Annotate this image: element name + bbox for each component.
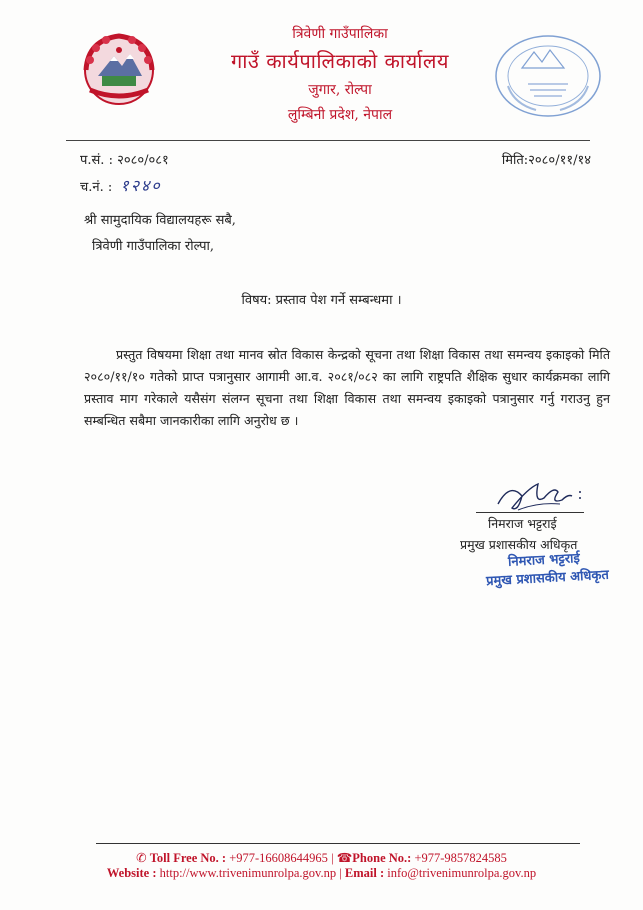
footer-web	[0, 866, 643, 881]
letter-body: प्रस्तुत विषयमा शिक्षा तथा मानव स्रोत विकास केन्द्रको सूचना तथा शिक्षा विकास तथा समन्वय इकाइको मिति २०८०/११/१० गतेको प्राप्त पत्रानुसार आगामी आ.व. २०८१/०८२ का लागि राष्ट्रपति शैक्षिक सुधार कार्यक्रमका लागि प्रस्ताव माग गरेकाले यसैसंग संलग्न सूचना तथा शिक्षा विकास तथा समन्वय इकाइको पत्रानुसार गर्नु गराउनु हुन सम्बन्धित सबैमा जानकारीका लागि अनुरोध छ ।	[84, 347, 610, 428]
tollfree-number: +977-16608644965	[229, 851, 328, 865]
phone-label: Phone No.:	[352, 851, 412, 865]
ps-value: २०८०/०८१	[117, 153, 169, 168]
phone-circle-icon: ✆	[136, 851, 147, 865]
province-country: लुम्बिनी प्रदेश, नेपाल	[287, 107, 393, 123]
office-location: जुगार, रोल्पा	[308, 82, 372, 98]
date-value: २०८०/११/१४	[528, 153, 591, 168]
letterhead	[150, 22, 530, 124]
footer-contact	[0, 850, 643, 866]
footer-separator: |	[339, 866, 345, 880]
website-link[interactable]: http://www.trivenimunrolpa.gov.np	[159, 866, 337, 880]
stamp-name: निमराज भट्टराई	[507, 551, 581, 570]
handwritten-signature	[488, 474, 588, 520]
recipient-line-2: त्रिवेणी गाउँपालिका रोल्पा,	[92, 239, 215, 254]
email-label: Email :	[344, 866, 385, 880]
email-link[interactable]: info@trivenimunrolpa.gov.np	[387, 866, 537, 880]
stamp-title: प्रमुख प्रशासकीय अधिकृत	[485, 567, 610, 590]
recipient-block	[84, 208, 236, 260]
signatory-title: प्रमुख प्रशासकीय अधिकृत	[460, 537, 578, 552]
signatory-name: निमराज भट्टराई	[488, 516, 557, 531]
tollfree-label: Toll Free No. :	[149, 851, 227, 865]
signature-line	[476, 512, 584, 513]
subject-line: विषय: प्रस्ताव पेश गर्ने सम्बन्धमा ।	[241, 293, 402, 308]
cn-handwritten-value: १२४०	[120, 176, 162, 195]
municipality-name: त्रिवेणी गाउँपालिका	[292, 26, 388, 42]
letter-date	[502, 150, 591, 168]
office-seal-icon	[488, 28, 606, 128]
telephone-icon: ☎	[336, 851, 353, 865]
cn-label: च.नं. :	[80, 180, 113, 195]
footer-divider	[96, 843, 580, 844]
website-label: Website :	[106, 866, 157, 880]
date-label: मिति:	[501, 153, 529, 168]
office-name: गाउँ कार्यपालिकाको कार्यालय	[230, 49, 450, 73]
reference-number	[80, 150, 169, 168]
recipient-line-1: श्री सामुदायिक विद्यालयहरू सबै,	[84, 213, 236, 228]
header-divider	[66, 140, 590, 141]
dispatch-number	[80, 174, 162, 196]
ps-label: प.सं. :	[80, 153, 113, 168]
phone-number: +977-9857824585	[414, 851, 507, 865]
footer-separator: |	[331, 851, 337, 865]
